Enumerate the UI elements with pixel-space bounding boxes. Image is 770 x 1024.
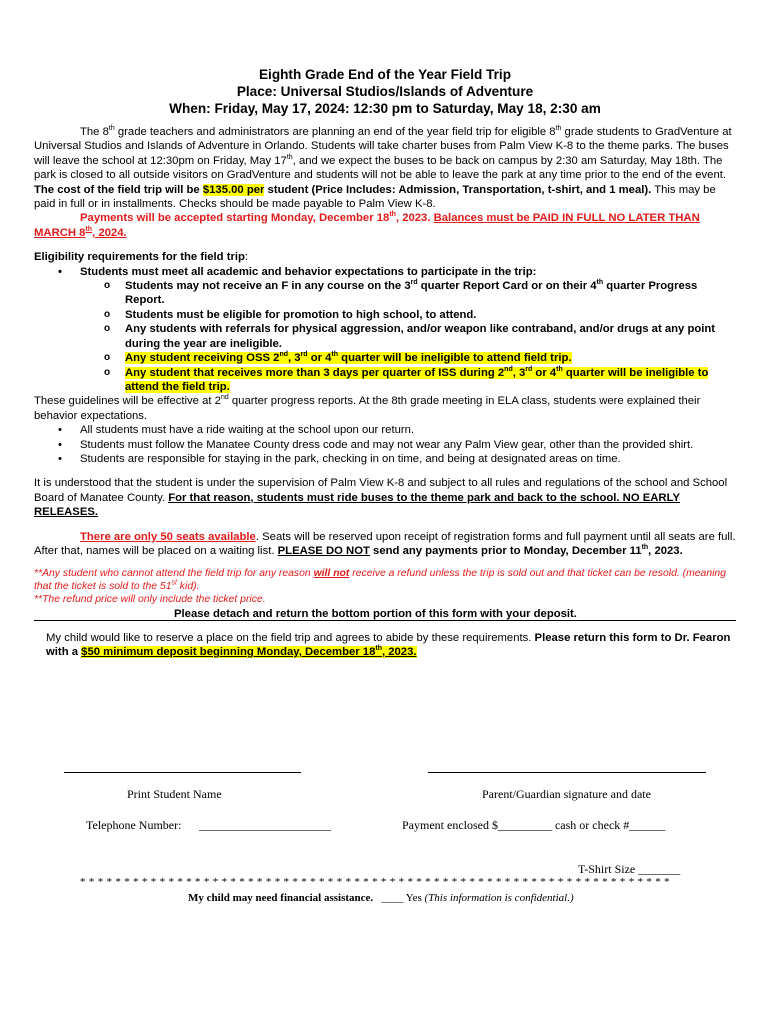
sup: th	[596, 279, 604, 287]
list-item: o Students must be eligible for promotion to high school, to attend.	[34, 308, 736, 322]
cost-includes: student (Price Includes: Admission, Transportation, t-shirt, and 1 meal).	[264, 183, 652, 196]
list-item	[34, 279, 736, 308]
text: For that reason, students must ride buses to the theme park and back to the school. NO EARLY RELEASES.	[34, 491, 680, 519]
form-intro	[34, 631, 736, 660]
text: will not	[313, 568, 350, 580]
sup: nd	[220, 394, 229, 402]
text: quarter progress reports. At the 8th grade meeting in ELA class, students were explained their behavior expectations.	[34, 395, 701, 422]
eligibility-heading	[34, 250, 736, 264]
text: quarter will be ineligible to attend the field trip.	[125, 366, 709, 393]
telephone-field[interactable]: ______________________	[199, 818, 331, 832]
text: Any student receiving OSS 2	[125, 352, 280, 365]
text	[34, 607, 174, 621]
text: quarter Progress Report.	[125, 280, 698, 307]
list-item	[34, 351, 736, 365]
text: **Any student who cannot attend the field trip for any reason	[34, 568, 314, 580]
print-name-label: Print Student Name	[127, 787, 222, 801]
text: quarter will be ineligible to attend field trip.	[338, 352, 572, 365]
sup: th	[108, 125, 115, 133]
financial-assistance-yes[interactable]: ____ Yes	[381, 892, 422, 904]
guidelines-paragraph	[34, 394, 736, 423]
text: **The refund price will only include the ticket price.	[34, 593, 266, 605]
list-item: o Any students with referrals for physical aggression, and/or weapon like contraband, and/or drugs at any point during the year are ineligible.	[34, 322, 736, 351]
intro-paragraph	[34, 125, 736, 211]
list-item	[34, 366, 736, 395]
balance-deadline: Balances must be PAID IN FULL NO LATER THAN MARCH 8	[34, 212, 700, 239]
text: :	[244, 251, 249, 264]
sup: th	[85, 226, 93, 234]
title-line-2: Place: Universal Studios/Islands of Adventure	[236, 84, 534, 99]
detach-line	[34, 607, 736, 621]
text: or 4	[532, 366, 557, 379]
parent-signature-label: Parent/Guardian signature and date	[482, 787, 651, 801]
sup: th	[641, 544, 649, 552]
text: , 2023.	[381, 646, 417, 659]
sup: th	[556, 365, 563, 373]
cost-per: per	[243, 183, 265, 196]
text: Payments will be accepted starting Monday, December 18	[80, 212, 390, 225]
text: (This information is confidential.)	[424, 892, 574, 904]
list-item: • Students must follow the Manatee County dress code and may not wear any Palm View gear, other than the provided shirt.	[34, 438, 736, 452]
supervision-paragraph	[34, 476, 736, 519]
detach-text: Please detach and return the bottom portion of this form with your deposit.	[174, 607, 577, 620]
text: , 2023.	[395, 212, 434, 225]
sup: nd	[504, 365, 513, 373]
list-item: • Students must meet all academic and behavior expectations to participate in the trip:	[34, 265, 736, 279]
text: , and we expect the buses to be back on campus by 2:30 am Saturday, May 18th. The park is closed to all outside visitors on GradVenture and students will not be able to leave the park at any time prior to the end of the event.	[34, 154, 727, 182]
financial-assistance-line	[188, 892, 574, 904]
text: , 2024.	[92, 226, 127, 239]
deposit-text	[81, 646, 416, 658]
text: . Seats will be reserved upon receipt of registration forms and full payment until all seats are full. After that, names will be placed on a waiting list.	[34, 530, 736, 557]
sup: th	[555, 125, 562, 133]
cost-amount: $135.00	[202, 183, 244, 196]
text: This may be paid in full or in installments. Checks should be made payable to Palm View K-8.	[34, 183, 716, 211]
text: grade teachers and administrators are planning an end of the year field trip for eligible 8	[114, 126, 556, 138]
text: $50 minimum deposit beginning Monday, December 18	[81, 646, 376, 659]
guidelines-list	[34, 423, 736, 466]
sup: th	[286, 154, 293, 162]
text: grade students to GradVenture at Universal Studios and Islands of Adventure in Orlando. Students will take charter buses from Palm View K-8 to the theme parks. The buses will leave the school at 12:30pm on Friday, May 17	[34, 126, 732, 167]
text: Students may not receive an F in any course on the 3	[125, 280, 411, 293]
text: There are only 50 seats available	[80, 530, 256, 543]
sup: th	[375, 645, 382, 653]
student-name-line[interactable]	[64, 772, 301, 773]
stars-divider: * * * * * * * * * * * * * * * * * * * * * * * * * * * * * * * * * * * * * * * * * * * * * * * * * * * * * * * * * * * * * * * * * * *	[80, 876, 670, 888]
text: The 8	[80, 126, 109, 138]
sup: st	[171, 579, 177, 587]
text: Please return this form to Dr. Fearon with a	[46, 631, 731, 659]
document-title	[34, 66, 736, 117]
text: PLEASE DO NOT	[277, 544, 370, 557]
field-trip-document	[34, 66, 736, 660]
text: send any payments prior to Monday, December 11	[369, 544, 642, 557]
text: , 2023.	[648, 544, 683, 557]
sup: nd	[279, 351, 288, 359]
text: kid).	[176, 581, 200, 593]
telephone-label: Telephone Number:	[86, 818, 182, 832]
sup: rd	[410, 279, 418, 287]
title-line-1: Eighth Grade End of the Year Field Trip	[258, 67, 512, 82]
cost-text: The cost of the field trip will be	[34, 183, 203, 196]
text: Eligibility requirements for the field trip	[34, 251, 245, 264]
payment-enclosed-field[interactable]: Payment enclosed $_________ cash or check #______	[402, 818, 666, 832]
refund-note	[34, 568, 736, 606]
tshirt-size-field[interactable]: T-Shirt Size _______	[578, 862, 681, 876]
parent-signature-line[interactable]	[428, 772, 706, 773]
text: or 4	[307, 352, 332, 365]
text: It is understood that the student is under the supervision of Palm View K-8 and subject to all rules and regulations of the school and School Board of Manatee County.	[34, 477, 728, 504]
list-item: • All students must have a ride waiting at the school upon our return.	[34, 423, 736, 437]
payment-notice	[34, 211, 736, 240]
title-line-3: When: Friday, May 17, 2024: 12:30 pm to Saturday, May 18, 2:30 am	[169, 101, 601, 116]
text: receive a refund unless the trip is sold out and that ticket can be resold. (meaning that the ticket is sold to the 51	[34, 568, 726, 593]
sup: th	[331, 351, 339, 359]
seats-paragraph	[34, 530, 736, 559]
text: Any student that receives more than 3 days per quarter of ISS during 2	[125, 366, 505, 379]
list-item: • Students are responsible for staying in the park, checking in on time, and being at designated areas on time.	[34, 452, 736, 466]
sup: rd	[525, 365, 533, 373]
text: My child would like to reserve a place on the field trip and agrees to abide by these requirements.	[46, 631, 535, 644]
sup: rd	[300, 351, 308, 359]
text: quarter Report Card or on their 4	[417, 280, 597, 293]
eligibility-list	[34, 265, 736, 395]
text	[577, 607, 736, 621]
text: These guidelines will be effective at 2	[34, 395, 221, 408]
text: , 3	[288, 352, 301, 365]
text: My child may need financial assistance.	[188, 892, 374, 904]
sup: th	[389, 211, 396, 219]
text: , 3	[512, 366, 526, 379]
